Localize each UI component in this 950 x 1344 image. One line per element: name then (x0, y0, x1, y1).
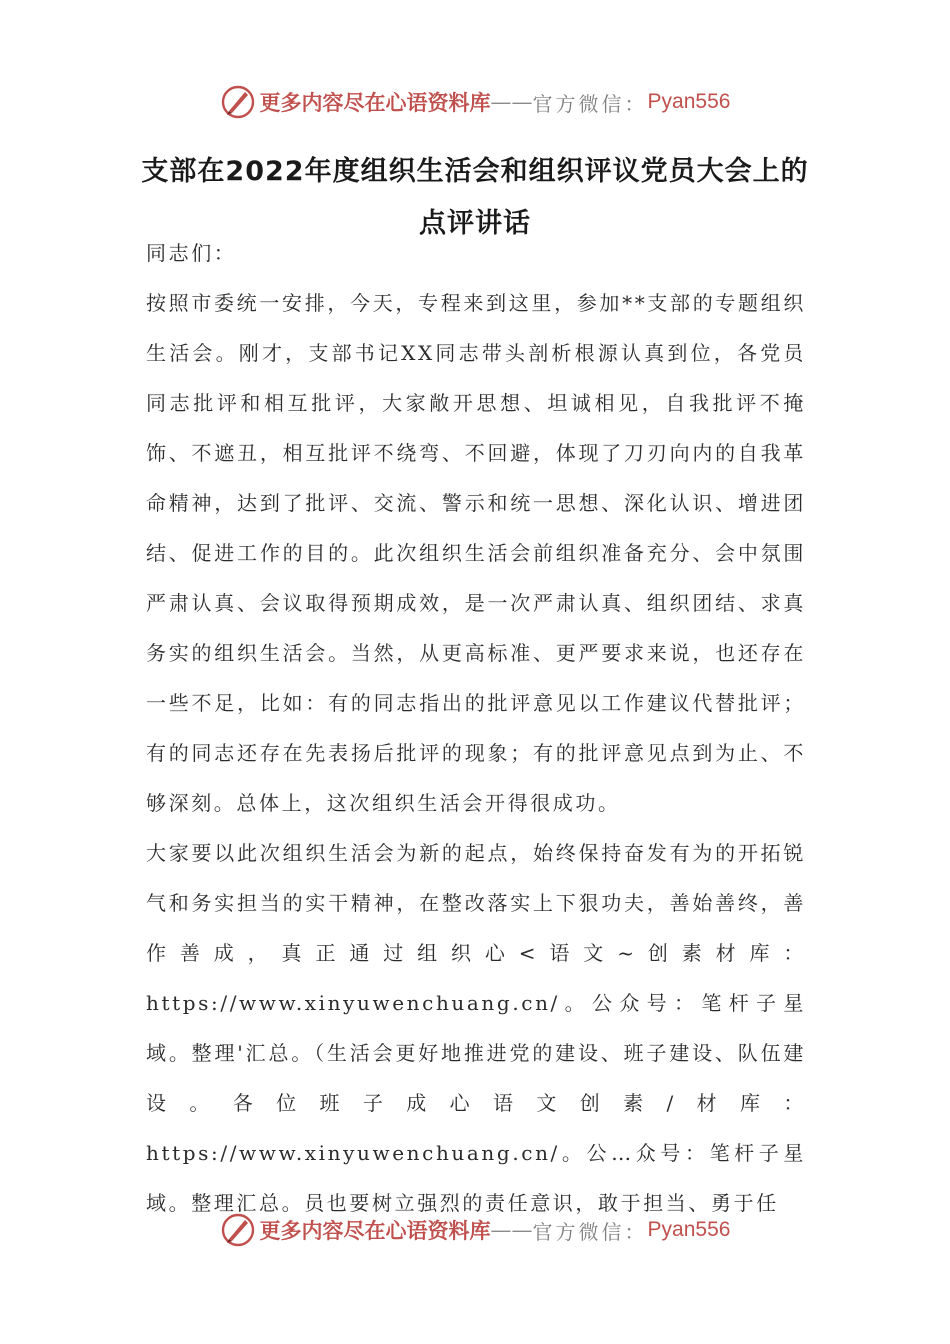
header-banner (0, 82, 950, 122)
paragraph-2: 大家要以此次组织生活会为新的起点，始终保持奋发有为的开拓锐气和务实担当的实干精神，在整改落实上下狠功夫，善始善终，善作善成，真正通过组织心<语文~创素材库：https://www.xinyuwenchuang.cn/。公众号：笔杆子星域。整理'汇总。（生活会更好地推进党的建设、班子建设、队伍建设。各位班子成心语文创素/材库：https://www.xinyuwenchuang.cn/。公…众号：笔杆子星域。整理汇总。员也要树立强烈的责任意识，敢于担当、勇于任 (146, 841, 806, 1215)
document-title: 支部在2022年度组织生活会和组织评议党员大会上的点评讲话 (141, 156, 809, 239)
quill-logo-icon (220, 84, 256, 120)
banner-official-label: 官方微信： (532, 91, 648, 116)
banner-brand: 更多内容尽在心语资料库 (259, 90, 491, 115)
document-body (146, 228, 806, 1228)
banner-wechat-id: Pyan556 (647, 1218, 731, 1241)
banner-wechat-id: Pyan556 (647, 90, 731, 113)
quill-logo-icon (220, 1212, 256, 1248)
banner-dash: —— (490, 90, 533, 114)
banner-official-label: 官方微信： (532, 1219, 648, 1244)
banner-brand: 更多内容尽在心语资料库 (259, 1218, 491, 1243)
salutation: 同志们： (146, 241, 237, 265)
banner-dash: —— (490, 1218, 533, 1242)
paragraph-1: 按照市委统一安排，今天，专程来到这里，参加**支部的专题组织生活会。刚才，支部书记XX同志带头剖析根源认真到位，各党员同志批评和相互批评，大家敞开思想、坦诚相见，自我批评不掩饰、不遮丑，相互批评不绕弯、不回避，体现了刀刃向内的自我革命精神，达到了批评、交流、警示和统一思想、深化认识、增进团结、促进工作的目的。此次组织生活会前组织准备充分、会中氛围严肃认真、会议取得预期成效，是一次严肃认真、组织团结、求真务实的组织生活会。当然，从更高标准、更严要求来说，也还存在一些不足，比如：有的同志指出的批评意见以工作建议代替批评；有的同志还存在先表扬后批评的现象；有的批评意见点到为止、不够深刻。总体上，这次组织生活会开得很成功。 (146, 291, 806, 815)
footer-banner (0, 1210, 950, 1250)
